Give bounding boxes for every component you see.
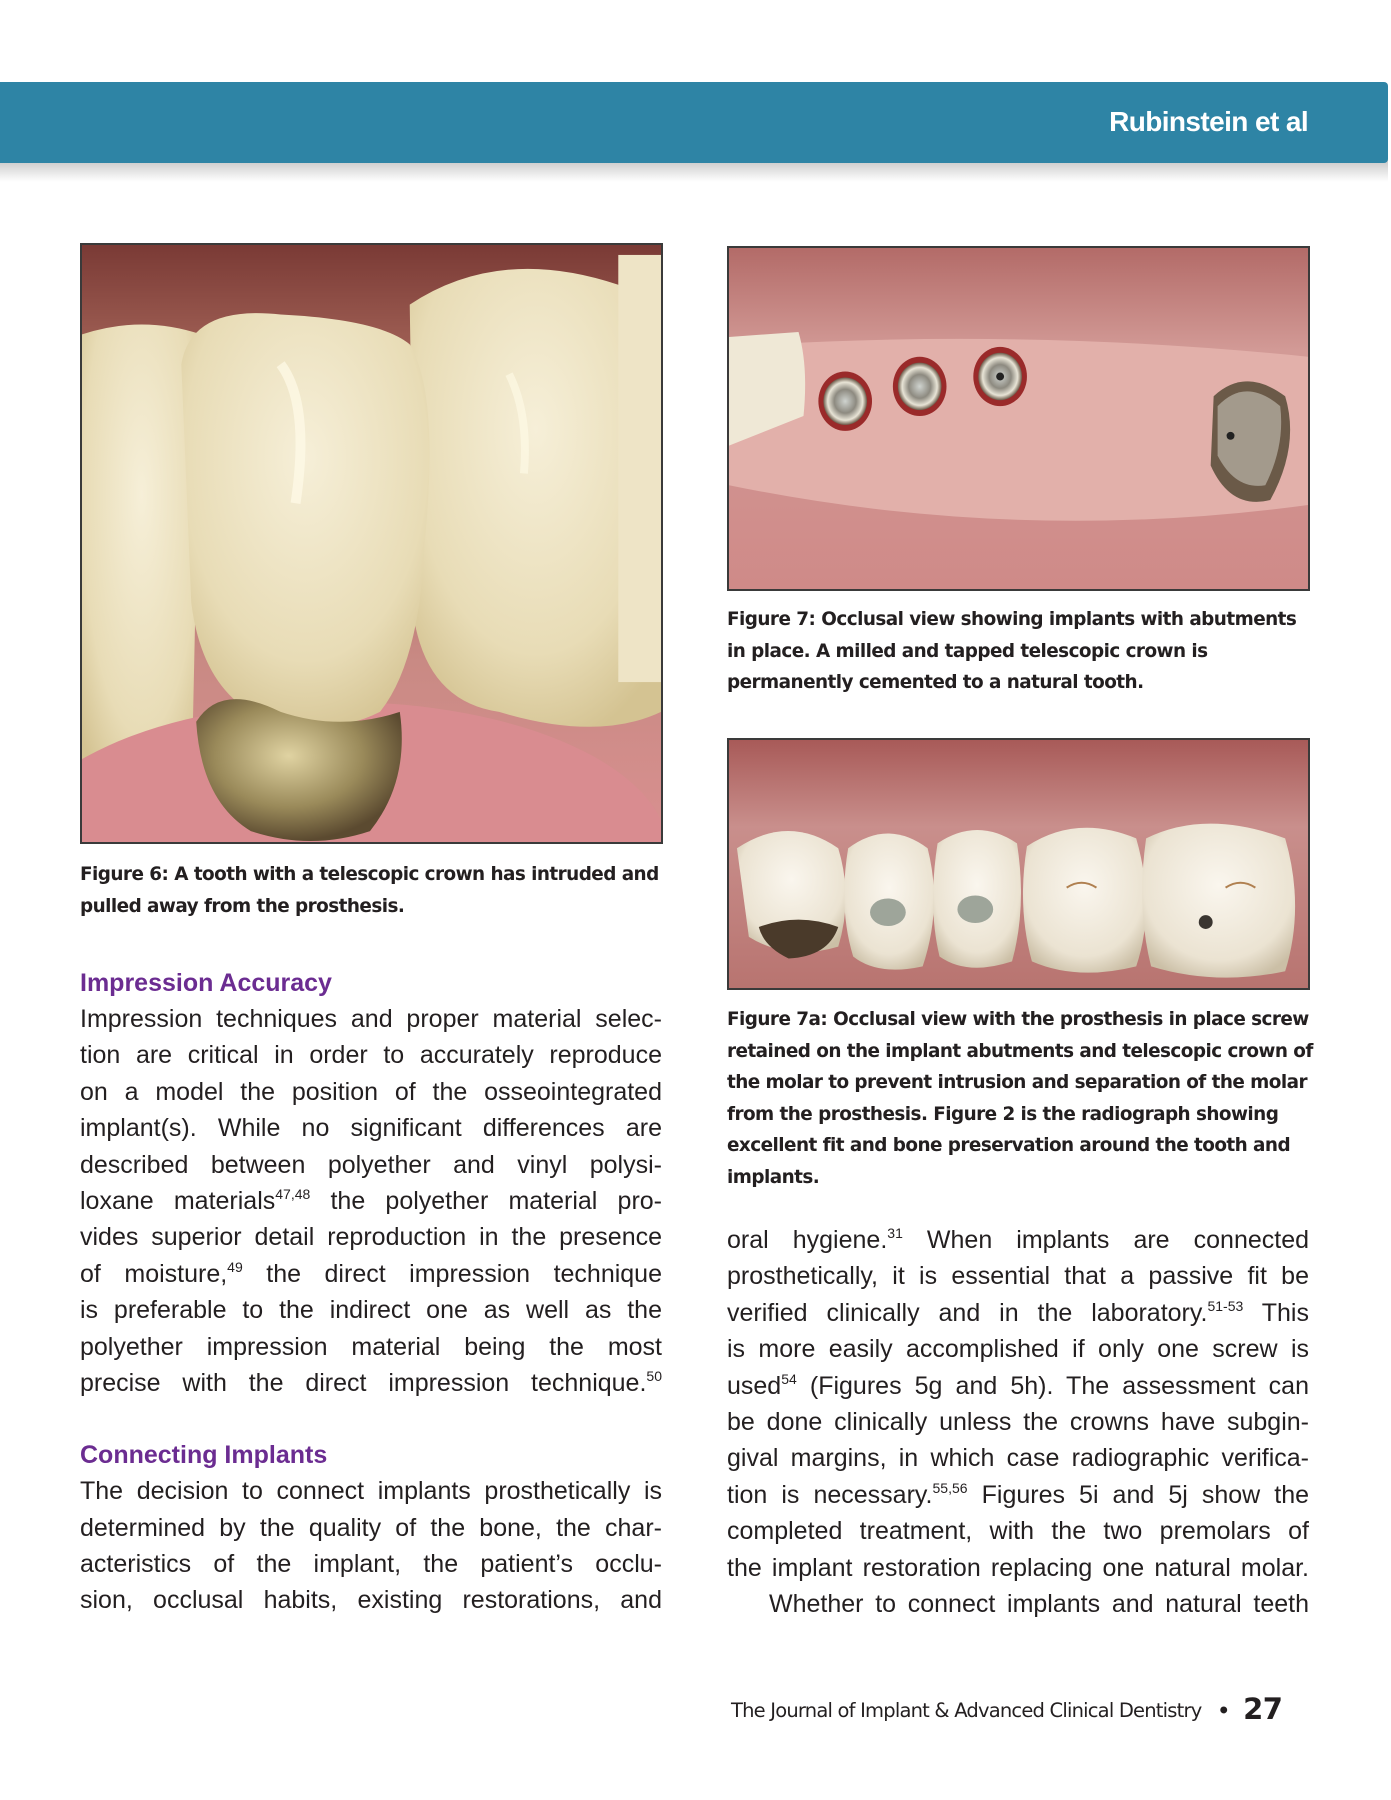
section-heading-impression-accuracy: Impression Accuracy xyxy=(80,969,332,997)
section-heading-connecting-implants: Connecting Implants xyxy=(80,1441,328,1470)
body-line: the implant restoration replacing one natural molar. xyxy=(727,1553,1309,1582)
citation-superscript: 50 xyxy=(646,1367,662,1384)
prosthesis-in-place-photo-icon xyxy=(729,740,1308,988)
body-text: tion is necessary. xyxy=(727,1480,933,1509)
running-header-band xyxy=(0,82,1388,163)
figure-6-caption-text: A tooth with a telescopic crown has intruded and pulled away from the prosthesis. xyxy=(80,864,659,917)
page-footer xyxy=(731,1692,1309,1726)
figure-6-image xyxy=(80,243,663,844)
citation-superscript: 51-53 xyxy=(1207,1297,1244,1314)
citation-superscript: 31 xyxy=(887,1225,903,1241)
body-text: (Figures 5g and 5h). The assessment can xyxy=(796,1371,1309,1400)
left-column xyxy=(80,965,662,1619)
citation-superscript: 49 xyxy=(227,1258,243,1275)
body-text: loxane materials xyxy=(80,1186,276,1215)
body-line: is preferable to the indirect one as well as the xyxy=(80,1296,662,1325)
figure-7-image xyxy=(727,246,1310,591)
body-text: When implants are connected xyxy=(902,1226,1310,1254)
body-text: Figures 5i and 5j show the xyxy=(967,1480,1309,1509)
running-head-authors: Rubinstein et al xyxy=(1109,106,1308,137)
figure-6-caption xyxy=(80,859,670,922)
figure-7a-label: Figure 7a: xyxy=(727,1009,828,1030)
body-line: be done clinically unless the crowns have subgin- xyxy=(727,1407,1309,1436)
body-line: sion, occlusal habits, existing restorations, and xyxy=(80,1586,662,1615)
body-text: the direct impression technique xyxy=(242,1259,662,1288)
body-line: determined by the quality of the bone, the char- xyxy=(80,1513,662,1542)
figure-7a-caption xyxy=(727,1004,1319,1193)
body-text: the polyether material pro- xyxy=(310,1186,662,1215)
implant-abutments-photo-icon xyxy=(729,248,1308,589)
body-text: of moisture, xyxy=(80,1259,228,1288)
body-line-with-citation xyxy=(80,1365,662,1401)
body-line-paragraph-start: Whether to connect implants and natural teeth xyxy=(769,1589,1309,1618)
figure-7a-caption-text: Occlusal view with the prosthesis in place screw retained on the implant abutments and telescopic crown of the molar to prevent intrusion and separation of the molar from the prosthesis. Figure 2 is the radiograph showing excellent fit and bone preservation around the tooth and implants. xyxy=(727,1009,1313,1188)
body-line-with-citation xyxy=(80,1183,662,1219)
body-text: used xyxy=(727,1371,782,1400)
figure-7-caption-text: Occlusal view showing implants with abutments in place. A milled and tapped telescopic crown is permanently cemented to a natural tooth. xyxy=(727,609,1297,693)
citation-superscript: 54 xyxy=(781,1370,797,1387)
body-line: vides superior detail reproduction in the presence xyxy=(80,1223,662,1252)
tooth-crown-photo-icon xyxy=(82,245,661,842)
figure-7-label: Figure 7: xyxy=(727,609,816,630)
body-line: polyether impression material being the most xyxy=(80,1332,662,1361)
figure-7a-image xyxy=(727,738,1310,990)
right-column xyxy=(727,1222,1309,1622)
page-number: 27 xyxy=(1243,1692,1283,1726)
journal-title: The Journal of Implant & Advanced Clinical Dentistry xyxy=(731,1699,1202,1722)
body-text: precise with the direct impression technique. xyxy=(80,1368,647,1397)
footer-bullet: • xyxy=(1217,1699,1230,1722)
body-line: on a model the position of the osseointegrated xyxy=(80,1077,662,1106)
citation-superscript: 47,48 xyxy=(275,1185,311,1202)
body-line: tion are critical in order to accurately reproduce xyxy=(80,1041,662,1070)
citation-superscript: 55,56 xyxy=(932,1479,968,1496)
body-line-with-citation xyxy=(727,1295,1309,1331)
body-line: gival margins, in which case radiographic verifica- xyxy=(727,1444,1309,1473)
figure-6-label: Figure 6: xyxy=(80,864,169,885)
body-line: is more easily accomplished if only one screw is xyxy=(727,1335,1309,1364)
body-line-with-citation xyxy=(727,1222,1309,1258)
body-line: prosthetically, it is essential that a passive fit be xyxy=(727,1262,1309,1291)
body-line-with-citation xyxy=(727,1477,1309,1513)
body-text: verified clinically and in the laboratory. xyxy=(727,1298,1208,1327)
body-line-with-citation xyxy=(80,1256,662,1292)
body-line: described between polyether and vinyl polysi- xyxy=(80,1150,662,1179)
body-line-with-citation xyxy=(727,1368,1309,1404)
body-line: The decision to connect implants prosthetically is xyxy=(80,1477,662,1506)
body-text: This xyxy=(1243,1298,1309,1327)
body-line: acteristics of the implant, the patient’s occlu- xyxy=(80,1550,662,1579)
body-line: completed treatment, with the two premolars of xyxy=(727,1517,1309,1546)
body-line: Impression techniques and proper material selec- xyxy=(80,1005,662,1033)
figure-7-caption xyxy=(727,604,1317,699)
body-text: oral hygiene. xyxy=(727,1226,888,1254)
body-line: implant(s). While no significant differences are xyxy=(80,1114,662,1143)
